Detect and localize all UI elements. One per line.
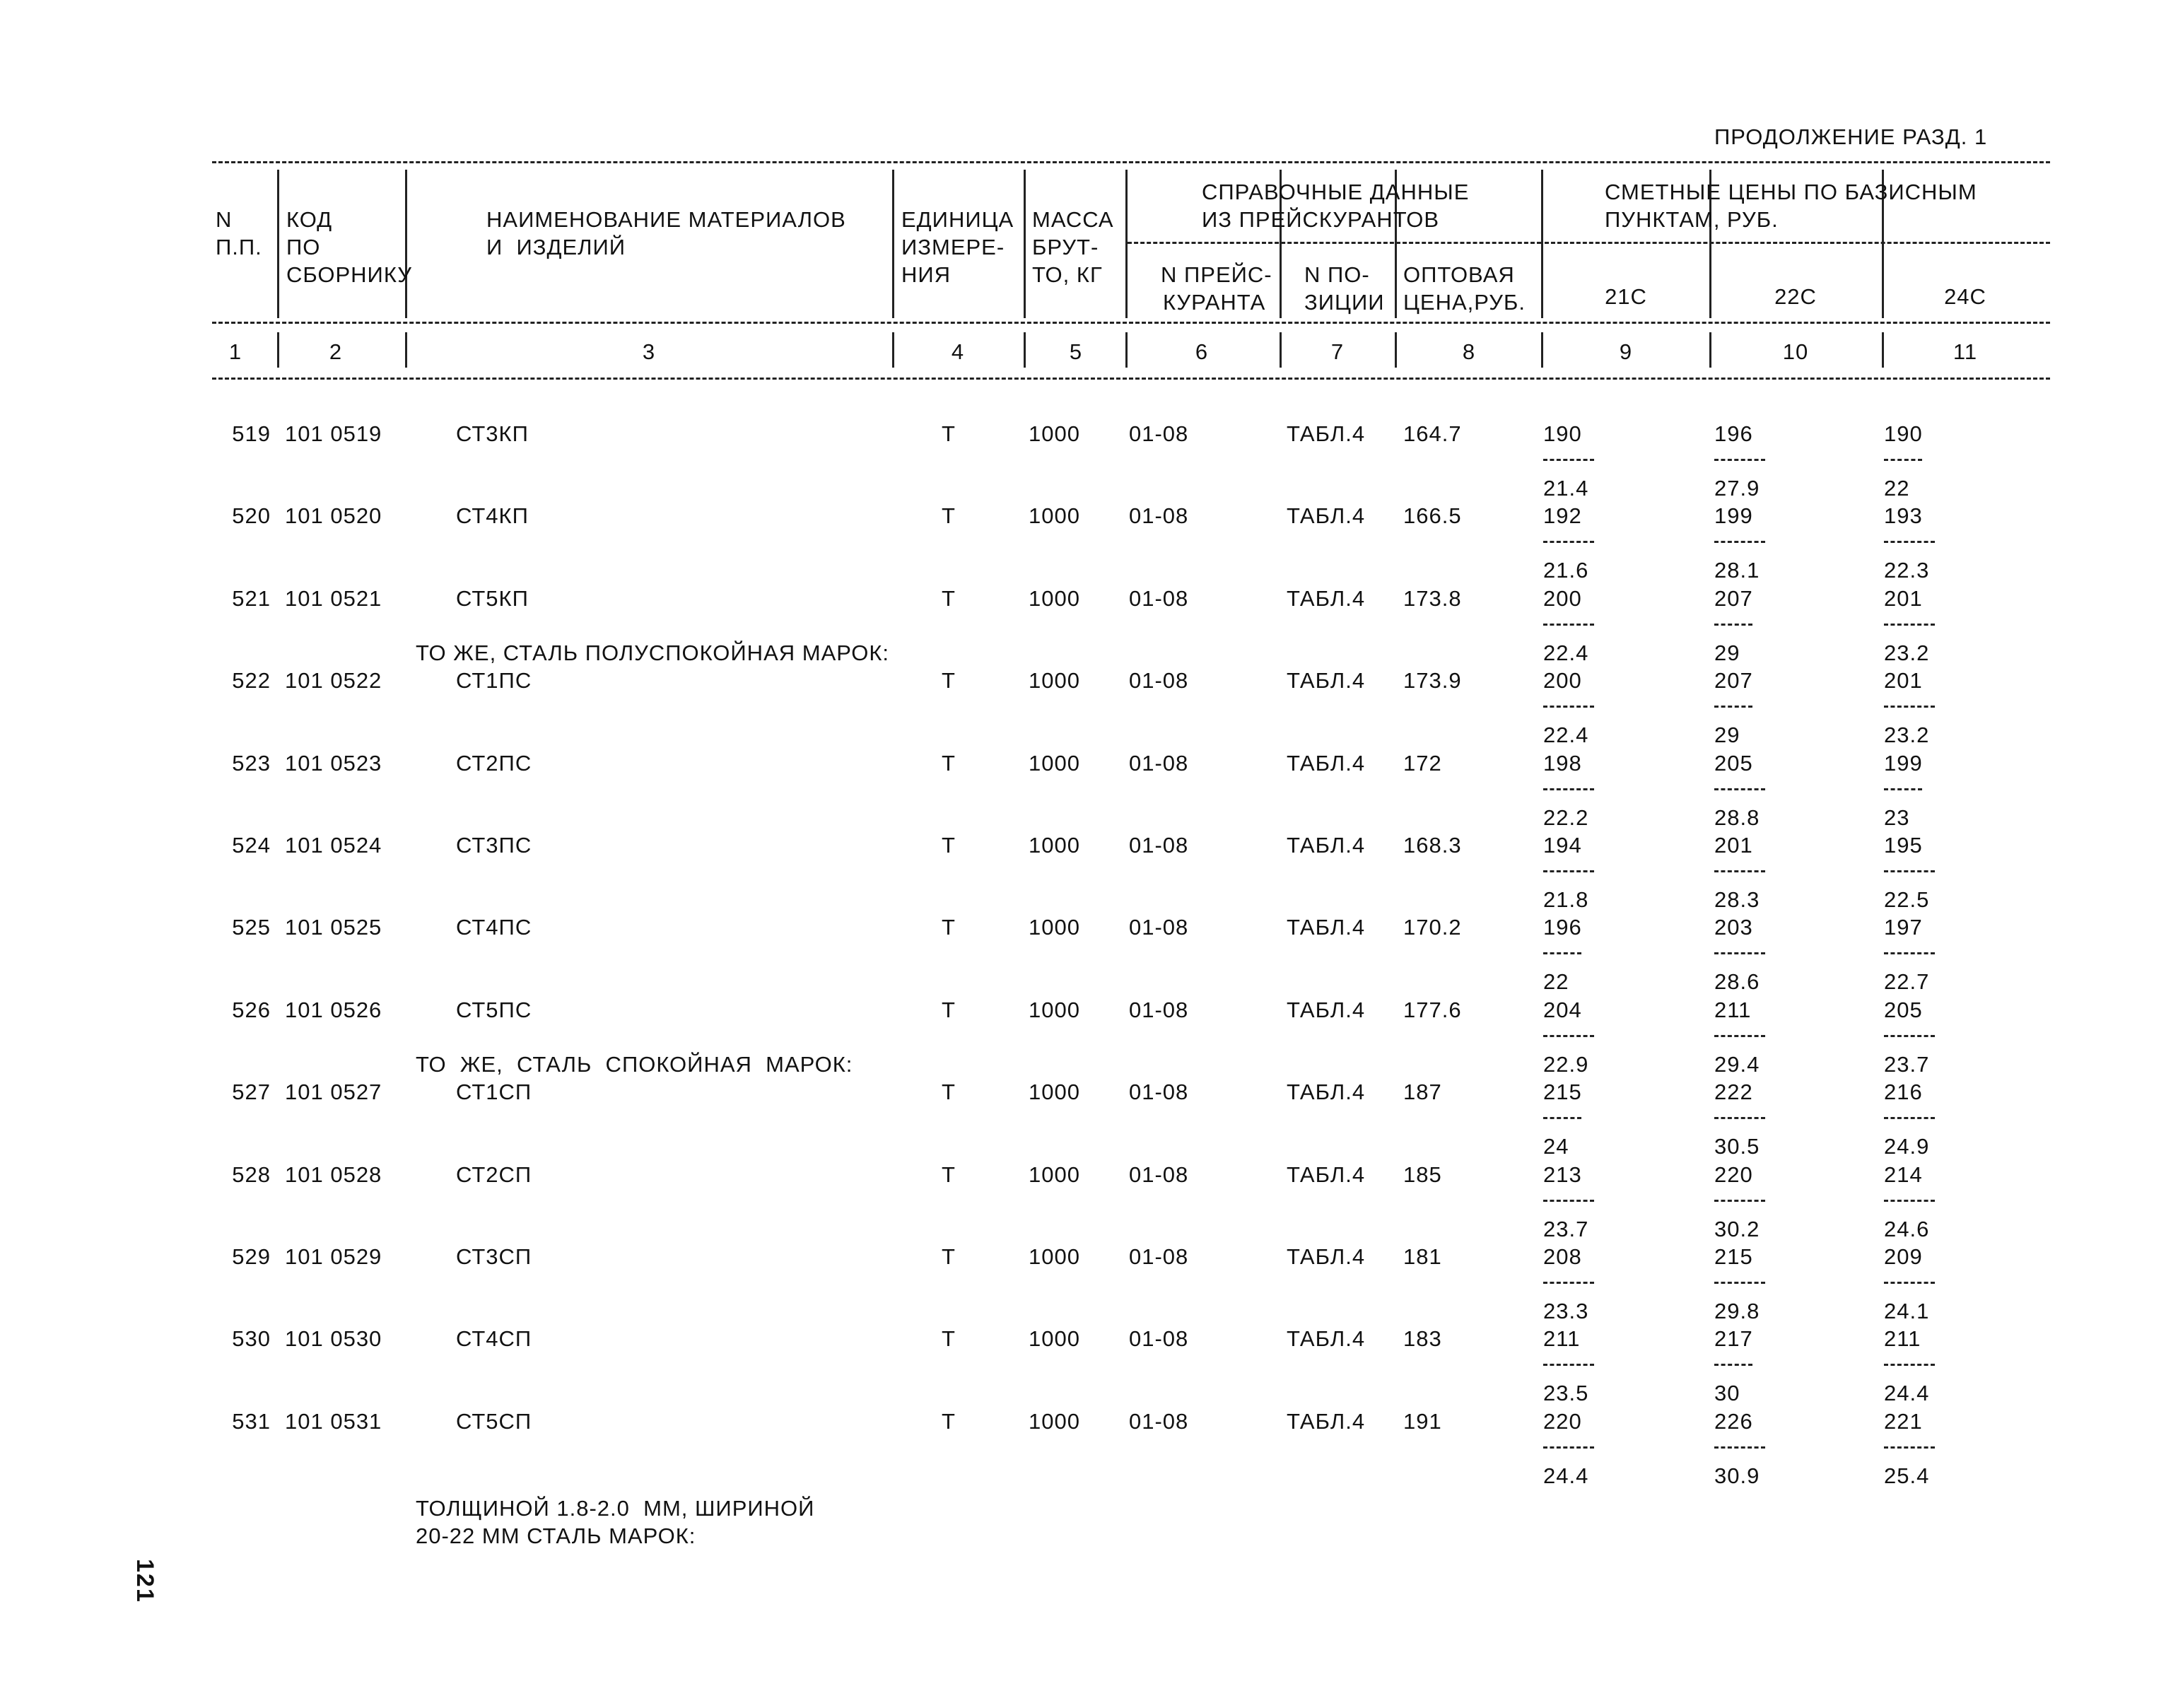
estimate-divisor-c21: 23.5	[1543, 1381, 1589, 1405]
header-separator	[1541, 170, 1543, 318]
estimate-fraction-bar	[1884, 1364, 1935, 1366]
row-number: 531	[232, 1409, 271, 1434]
column-number-5: 5	[1069, 339, 1083, 364]
column-number-10: 10	[1782, 339, 1809, 364]
estimate-fraction-bar	[1543, 1364, 1594, 1366]
row-name: СТ5СП	[456, 1409, 532, 1434]
row-position: ТАБЛ.4	[1287, 915, 1366, 940]
continuation-label: ПРОДОЛЖЕНИЕ РАЗД. 1	[1714, 124, 1988, 149]
row-name: СТ1ПС	[456, 668, 532, 693]
estimate-price-c22: 207	[1714, 668, 1753, 693]
estimate-divisor-c21: 22.4	[1543, 723, 1589, 747]
row-code: 101 0525	[285, 915, 382, 940]
estimate-fraction-bar	[1714, 1035, 1765, 1037]
estimate-divisor-c22: 28.1	[1714, 558, 1760, 583]
header-separator	[1541, 332, 1543, 368]
row-number: 529	[232, 1244, 271, 1269]
estimate-fraction-bar	[1714, 1282, 1765, 1284]
estimate-fraction-bar	[1884, 624, 1935, 626]
estimate-divisor-c21: 24	[1543, 1134, 1569, 1159]
row-number: 528	[232, 1162, 271, 1187]
estimate-fraction-bar	[1884, 870, 1935, 872]
row-code: 101 0523	[285, 751, 382, 776]
column-number-9: 9	[1619, 339, 1633, 364]
row-name: СТ3ПС	[456, 833, 532, 858]
row-code: 101 0530	[285, 1326, 382, 1351]
row-number: 524	[232, 833, 271, 858]
row-wholesale-price: 172	[1403, 751, 1442, 776]
row-position: ТАБЛ.4	[1287, 1162, 1366, 1187]
header-separator	[1024, 332, 1026, 368]
row-name: СТ3СП	[456, 1244, 532, 1269]
header-massa-line-1: МАССА	[1032, 207, 1114, 232]
estimate-fraction-bar	[1714, 1117, 1765, 1119]
row-code: 101 0529	[285, 1244, 382, 1269]
estimate-fraction-bar	[1884, 1282, 1935, 1284]
row-position: ТАБЛ.4	[1287, 421, 1366, 446]
row-name: СТ5КП	[456, 586, 529, 611]
row-position: ТАБЛ.4	[1287, 1244, 1366, 1269]
estimate-fraction-bar	[1543, 706, 1594, 708]
row-position: ТАБЛ.4	[1287, 751, 1366, 776]
estimate-fraction-bar	[1543, 870, 1594, 872]
row-unit: Т	[942, 1244, 956, 1269]
estimate-price-c22: 205	[1714, 751, 1753, 776]
row-unit: Т	[942, 915, 956, 940]
header-np-line-1: N	[216, 207, 233, 232]
estimate-divisor-c21: 21.4	[1543, 476, 1589, 501]
row-wholesale-price: 187	[1403, 1080, 1442, 1104]
row-name: СТ2СП	[456, 1162, 532, 1187]
header-separator	[1125, 170, 1128, 318]
header-separator	[405, 170, 407, 318]
row-unit: Т	[942, 668, 956, 693]
header-rule	[212, 161, 2050, 163]
estimate-fraction-bar	[1543, 1035, 1594, 1037]
header-separator	[277, 170, 279, 318]
row-code: 101 0521	[285, 586, 382, 611]
estimate-fraction-bar	[1884, 459, 1922, 461]
estimate-price-c24: 221	[1884, 1409, 1923, 1434]
page-number: 121	[131, 1559, 158, 1603]
estimate-price-c24: 209	[1884, 1244, 1923, 1269]
column-number-8: 8	[1462, 339, 1476, 364]
column-number-3: 3	[642, 339, 656, 364]
estimate-divisor-c22: 30	[1714, 1381, 1740, 1405]
estimate-fraction-bar	[1543, 541, 1594, 543]
row-price-list: 01-08	[1129, 668, 1189, 693]
estimate-divisor-c24: 25.4	[1884, 1463, 1930, 1488]
row-mass: 1000	[1029, 998, 1080, 1022]
row-name: СТ2ПС	[456, 751, 532, 776]
estimate-price-c24: 205	[1884, 998, 1923, 1022]
section-heading: ТО ЖЕ, СТАЛЬ СПОКОЙНАЯ МАРОК:	[416, 1052, 853, 1077]
row-mass: 1000	[1029, 421, 1080, 446]
section-heading: ТО ЖЕ, СТАЛЬ ПОЛУСПОКОЙНАЯ МАРОК:	[416, 640, 890, 665]
estimate-price-c21: 208	[1543, 1244, 1582, 1269]
estimate-fraction-bar	[1884, 952, 1935, 954]
column-number-4: 4	[951, 339, 965, 364]
estimate-fraction-bar	[1714, 952, 1765, 954]
estimate-price-c21: 196	[1543, 915, 1582, 940]
estimate-fraction-bar	[1543, 1282, 1594, 1284]
estimate-price-c22: 211	[1714, 998, 1752, 1022]
estimate-fraction-bar	[1714, 1200, 1765, 1202]
estimate-divisor-c22: 29.4	[1714, 1052, 1760, 1077]
row-price-list: 01-08	[1129, 1244, 1189, 1269]
estimate-price-c21: 194	[1543, 833, 1582, 858]
estimate-price-c21: 198	[1543, 751, 1582, 776]
estimate-divisor-c21: 21.8	[1543, 887, 1589, 912]
row-mass: 1000	[1029, 1080, 1080, 1104]
footer-note-line-2: 20-22 ММ СТАЛЬ МАРОК:	[416, 1523, 696, 1548]
estimate-divisor-c24: 24.1	[1884, 1299, 1930, 1323]
header-kod-line-3: СБОРНИКУ	[286, 262, 412, 287]
row-mass: 1000	[1029, 1244, 1080, 1269]
estimate-divisor-c22: 27.9	[1714, 476, 1760, 501]
header-rule	[212, 322, 2050, 324]
footer-note-line-1: ТОЛЩИНОЙ 1.8-2.0 ММ, ШИРИНОЙ	[416, 1496, 815, 1521]
header-pozicii-line-2: ЗИЦИИ	[1304, 290, 1385, 315]
row-code: 101 0524	[285, 833, 382, 858]
estimate-fraction-bar	[1714, 1446, 1765, 1449]
row-number: 523	[232, 751, 271, 776]
estimate-divisor-c21: 22.4	[1543, 640, 1589, 665]
estimate-price-c24: 201	[1884, 586, 1923, 611]
header-sprav-line-1: СПРАВОЧНЫЕ ДАННЫЕ	[1202, 180, 1470, 204]
estimate-divisor-c22: 28.8	[1714, 805, 1760, 830]
estimate-divisor-c21: 24.4	[1543, 1463, 1589, 1488]
row-wholesale-price: 173.9	[1403, 668, 1462, 693]
estimate-price-c24: 190	[1884, 421, 1923, 446]
estimate-divisor-c22: 28.6	[1714, 969, 1760, 994]
row-code: 101 0520	[285, 503, 382, 528]
estimate-divisor-c24: 22.7	[1884, 969, 1930, 994]
row-price-list: 01-08	[1129, 586, 1189, 611]
row-code: 101 0527	[285, 1080, 382, 1104]
header-naim-line-2: И ИЗДЕЛИЙ	[486, 235, 626, 259]
row-number: 526	[232, 998, 271, 1022]
column-number-2: 2	[329, 339, 343, 364]
estimate-price-c21: 215	[1543, 1080, 1582, 1104]
row-position: ТАБЛ.4	[1287, 503, 1366, 528]
row-mass: 1000	[1029, 586, 1080, 611]
estimate-divisor-c22: 29	[1714, 640, 1740, 665]
estimate-divisor-c22: 29.8	[1714, 1299, 1760, 1323]
column-number-7: 7	[1330, 339, 1345, 364]
row-unit: Т	[942, 1162, 956, 1187]
estimate-price-c24: 201	[1884, 668, 1923, 693]
estimate-price-c21: 200	[1543, 668, 1582, 693]
header-ed-line-3: НИЯ	[901, 262, 952, 287]
row-mass: 1000	[1029, 915, 1080, 940]
estimate-fraction-bar	[1884, 706, 1935, 708]
estimate-divisor-c22: 29	[1714, 723, 1740, 747]
estimate-price-c21: 211	[1543, 1326, 1581, 1351]
estimate-divisor-c24: 22	[1884, 476, 1910, 501]
estimate-divisor-c21: 22.2	[1543, 805, 1589, 830]
header-subrule	[1545, 242, 2050, 244]
row-name: СТ3КП	[456, 421, 529, 446]
row-unit: Т	[942, 998, 956, 1022]
estimate-divisor-c21: 23.3	[1543, 1299, 1589, 1323]
row-unit: Т	[942, 833, 956, 858]
estimate-fraction-bar	[1884, 541, 1935, 543]
estimate-price-c22: 222	[1714, 1080, 1753, 1104]
estimate-price-c22: 203	[1714, 915, 1753, 940]
header-preis-line-2: КУРАНТА	[1163, 290, 1266, 315]
header-massa-line-3: ТО, КГ	[1032, 262, 1103, 287]
row-position: ТАБЛ.4	[1287, 833, 1366, 858]
header-separator	[1024, 170, 1026, 318]
estimate-price-c22: 199	[1714, 503, 1753, 528]
estimate-divisor-c21: 22	[1543, 969, 1569, 994]
estimate-fraction-bar	[1884, 788, 1922, 790]
estimate-price-c21: 220	[1543, 1409, 1582, 1434]
estimate-fraction-bar	[1714, 870, 1765, 872]
row-number: 522	[232, 668, 271, 693]
estimate-price-c24: 199	[1884, 751, 1923, 776]
estimate-fraction-bar	[1884, 1117, 1935, 1119]
estimate-divisor-c24: 23.2	[1884, 640, 1930, 665]
row-position: ТАБЛ.4	[1287, 1409, 1366, 1434]
estimate-divisor-c21: 21.6	[1543, 558, 1589, 583]
header-ed-line-2: ИЗМЕРЕ-	[901, 235, 1005, 259]
row-name: СТ4ПС	[456, 915, 532, 940]
estimate-price-c24: 193	[1884, 503, 1923, 528]
estimate-price-c21: 190	[1543, 421, 1582, 446]
row-wholesale-price: 168.3	[1403, 833, 1462, 858]
estimate-price-c24: 195	[1884, 833, 1923, 858]
row-code: 101 0528	[285, 1162, 382, 1187]
header-naim-line-1: НАИМЕНОВАНИЕ МАТЕРИАЛОВ	[486, 207, 846, 232]
row-wholesale-price: 173.8	[1403, 586, 1462, 611]
row-wholesale-price: 170.2	[1403, 915, 1462, 940]
estimate-divisor-c22: 28.3	[1714, 887, 1760, 912]
row-price-list: 01-08	[1129, 503, 1189, 528]
header-opt-line-1: ОПТОВАЯ	[1403, 262, 1515, 287]
row-wholesale-price: 177.6	[1403, 998, 1462, 1022]
header-ed-line-1: ЕДИНИЦА	[901, 207, 1014, 232]
row-price-list: 01-08	[1129, 421, 1189, 446]
header-sprav-line-2: ИЗ ПРЕЙСКУРАНТОВ	[1202, 207, 1440, 232]
header-kod-line-1: КОД	[286, 207, 333, 232]
estimate-divisor-c24: 22.5	[1884, 887, 1930, 912]
row-wholesale-price: 181	[1403, 1244, 1442, 1269]
estimate-divisor-c24: 24.9	[1884, 1134, 1930, 1159]
row-number: 525	[232, 915, 271, 940]
estimate-price-c22: 226	[1714, 1409, 1753, 1434]
estimate-price-c22: 217	[1714, 1326, 1753, 1351]
estimate-fraction-bar	[1543, 459, 1594, 461]
row-mass: 1000	[1029, 833, 1080, 858]
header-massa-line-2: БРУТ-	[1032, 235, 1099, 259]
header-separator	[1280, 332, 1282, 368]
estimate-price-c21: 192	[1543, 503, 1582, 528]
row-unit: Т	[942, 1409, 956, 1434]
estimate-fraction-bar	[1884, 1446, 1935, 1449]
row-unit: Т	[942, 751, 956, 776]
row-price-list: 01-08	[1129, 1080, 1189, 1104]
header-np-line-2: П.П.	[216, 235, 262, 259]
row-name: СТ1СП	[456, 1080, 532, 1104]
row-mass: 1000	[1029, 1162, 1080, 1187]
row-code: 101 0531	[285, 1409, 382, 1434]
row-code: 101 0522	[285, 668, 382, 693]
row-mass: 1000	[1029, 1409, 1080, 1434]
estimate-divisor-c24: 23.7	[1884, 1052, 1930, 1077]
estimate-price-c21: 213	[1543, 1162, 1582, 1187]
header-opt-line-2: ЦЕНА,РУБ.	[1403, 290, 1526, 315]
header-separator	[1709, 332, 1711, 368]
estimate-price-c24: 211	[1884, 1326, 1921, 1351]
estimate-price-c22: 215	[1714, 1244, 1753, 1269]
row-unit: Т	[942, 1080, 956, 1104]
estimate-price-c21: 204	[1543, 998, 1582, 1022]
estimate-fraction-bar	[1543, 952, 1581, 954]
estimate-divisor-c21: 22.9	[1543, 1052, 1589, 1077]
row-name: СТ4СП	[456, 1326, 532, 1351]
header-point-24c: 24С	[1944, 284, 1986, 309]
row-name: СТ5ПС	[456, 998, 532, 1022]
header-point-21c: 21С	[1605, 284, 1647, 309]
header-separator	[1395, 332, 1397, 368]
estimate-fraction-bar	[1714, 788, 1765, 790]
estimate-divisor-c24: 22.3	[1884, 558, 1930, 583]
estimate-fraction-bar	[1714, 1364, 1752, 1366]
column-number-6: 6	[1195, 339, 1209, 364]
header-kod-line-2: ПО	[286, 235, 321, 259]
estimate-divisor-c24: 24.4	[1884, 1381, 1930, 1405]
row-number: 521	[232, 586, 271, 611]
estimate-price-c22: 196	[1714, 421, 1753, 446]
row-mass: 1000	[1029, 503, 1080, 528]
header-smet-line-1: СМЕТНЫЕ ЦЕНЫ ПО БАЗИСНЫМ	[1605, 180, 1977, 204]
row-price-list: 01-08	[1129, 833, 1189, 858]
estimate-fraction-bar	[1543, 788, 1594, 790]
row-number: 527	[232, 1080, 271, 1104]
row-unit: Т	[942, 503, 956, 528]
estimate-fraction-bar	[1884, 1200, 1935, 1202]
header-preis-line-1: N ПРЕЙС-	[1161, 262, 1272, 287]
row-price-list: 01-08	[1129, 1162, 1189, 1187]
row-unit: Т	[942, 586, 956, 611]
row-number: 520	[232, 503, 271, 528]
row-number: 530	[232, 1326, 271, 1351]
row-unit: Т	[942, 421, 956, 446]
row-wholesale-price: 183	[1403, 1326, 1442, 1351]
row-position: ТАБЛ.4	[1287, 998, 1366, 1022]
row-unit: Т	[942, 1326, 956, 1351]
row-number: 519	[232, 421, 271, 446]
row-mass: 1000	[1029, 668, 1080, 693]
estimate-price-c24: 197	[1884, 915, 1923, 940]
header-smet-line-2: ПУНКТАМ, РУБ.	[1605, 207, 1779, 232]
estimate-price-c22: 201	[1714, 833, 1753, 858]
row-wholesale-price: 191	[1403, 1409, 1442, 1434]
estimate-price-c24: 214	[1884, 1162, 1923, 1187]
estimate-fraction-bar	[1714, 706, 1752, 708]
estimate-divisor-c24: 23	[1884, 805, 1910, 830]
header-separator	[277, 332, 279, 368]
estimate-divisor-c21: 23.7	[1543, 1217, 1589, 1241]
header-rule	[212, 378, 2050, 380]
header-separator	[1882, 332, 1884, 368]
row-code: 101 0526	[285, 998, 382, 1022]
estimate-fraction-bar	[1884, 1035, 1935, 1037]
row-position: ТАБЛ.4	[1287, 1326, 1366, 1351]
column-number-11: 11	[1953, 339, 1978, 364]
estimate-fraction-bar	[1543, 1446, 1594, 1449]
estimate-price-c21: 200	[1543, 586, 1582, 611]
header-point-22c: 22С	[1774, 284, 1817, 309]
header-subrule	[1128, 242, 1541, 244]
row-price-list: 01-08	[1129, 751, 1189, 776]
estimate-price-c24: 216	[1884, 1080, 1923, 1104]
estimate-fraction-bar	[1714, 624, 1752, 626]
header-separator	[892, 170, 894, 318]
row-mass: 1000	[1029, 751, 1080, 776]
row-wholesale-price: 164.7	[1403, 421, 1462, 446]
column-number-1: 1	[228, 339, 242, 364]
row-name: СТ4КП	[456, 503, 529, 528]
estimate-divisor-c24: 24.6	[1884, 1217, 1930, 1241]
row-price-list: 01-08	[1129, 915, 1189, 940]
estimate-fraction-bar	[1714, 541, 1765, 543]
row-wholesale-price: 166.5	[1403, 503, 1462, 528]
row-wholesale-price: 185	[1403, 1162, 1442, 1187]
estimate-divisor-c22: 30.9	[1714, 1463, 1760, 1488]
row-position: ТАБЛ.4	[1287, 586, 1366, 611]
row-price-list: 01-08	[1129, 998, 1189, 1022]
header-pozicii-line-1: N ПО-	[1304, 262, 1370, 287]
estimate-fraction-bar	[1714, 459, 1765, 461]
header-separator	[405, 332, 407, 368]
estimate-fraction-bar	[1543, 624, 1594, 626]
header-separator	[892, 332, 894, 368]
estimate-divisor-c24: 23.2	[1884, 723, 1930, 747]
estimate-fraction-bar	[1543, 1117, 1581, 1119]
estimate-divisor-c22: 30.5	[1714, 1134, 1760, 1159]
row-price-list: 01-08	[1129, 1409, 1189, 1434]
estimate-price-c22: 220	[1714, 1162, 1753, 1187]
row-mass: 1000	[1029, 1326, 1080, 1351]
row-position: ТАБЛ.4	[1287, 668, 1366, 693]
estimate-price-c22: 207	[1714, 586, 1753, 611]
row-price-list: 01-08	[1129, 1326, 1189, 1351]
row-position: ТАБЛ.4	[1287, 1080, 1366, 1104]
row-code: 101 0519	[285, 421, 382, 446]
header-separator	[1125, 332, 1128, 368]
estimate-fraction-bar	[1543, 1200, 1594, 1202]
estimate-divisor-c22: 30.2	[1714, 1217, 1760, 1241]
